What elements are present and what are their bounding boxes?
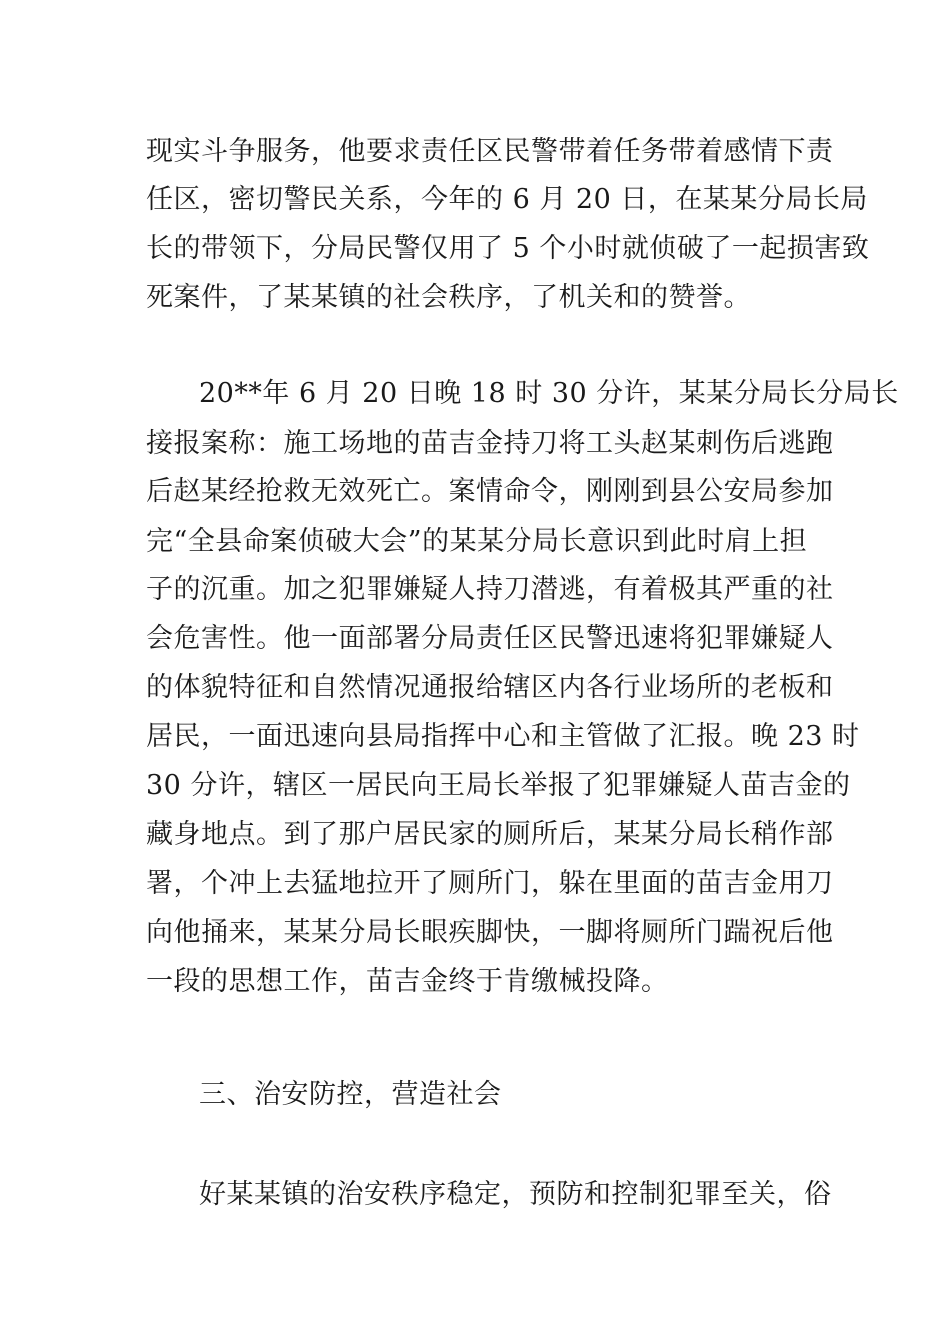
paragraph-line: 任区，密切警民关系，今年的 6 月 20 日，在某某分局长局	[146, 184, 868, 215]
paragraph-line: 后赵某经抢救无效死亡。案情命令，刚刚到县公安局参加	[146, 476, 834, 507]
paragraph-line: 20**年 6 月 20 日晚 18 时 30 分许，某某分局长分局长	[199, 378, 899, 409]
paragraph-line: 现实斗争服务，他要求责任区民警带着任务带着感情下责	[146, 136, 834, 167]
paragraph-line: 一段的思想工作，苗吉金终于肯缴械投降。	[146, 966, 669, 997]
paragraph-line: 会危害性。他一面部署分局责任区民警迅速将犯罪嫌疑人	[146, 623, 834, 654]
paragraph-line: 死案件，了某某镇的社会秩序，了机关和的赞誉。	[146, 282, 751, 313]
section-heading: 三、治安防控，营造社会	[199, 1079, 502, 1110]
paragraph-line: 好某某镇的治安秩序稳定，预防和控制犯罪至关，俗	[199, 1179, 832, 1210]
paragraph-line: 30 分许，辖区一居民向王局长举报了犯罪嫌疑人苗吉金的	[146, 770, 851, 801]
paragraph-line: 署，个冲上去猛地拉开了厕所门，躲在里面的苗吉金用刀	[146, 868, 834, 899]
paragraph-line: 向他捅来，某某分局长眼疾脚快，一脚将厕所门踹祝后他	[146, 917, 834, 948]
paragraph-line: 居民，一面迅速向县局指挥中心和主管做了汇报。晚 23 时	[146, 721, 860, 752]
paragraph-line: 长的带领下，分局民警仅用了 5 个小时就侦破了一起损害致	[146, 233, 870, 264]
paragraph-line: 完“全县命案侦破大会”的某某分局长意识到此时肩上担	[146, 526, 808, 557]
paragraph-line: 子的沉重。加之犯罪嫌疑人持刀潜逃，有着极其严重的社	[146, 574, 834, 605]
paragraph-line: 接报案称：施工场地的苗吉金持刀将工头赵某刺伤后逃跑	[146, 428, 834, 459]
paragraph-line: 的体貌特征和自然情况通报给辖区内各行业场所的老板和	[146, 672, 834, 703]
paragraph-line: 藏身地点。到了那户居民家的厕所后，某某分局长稍作部	[146, 819, 834, 850]
